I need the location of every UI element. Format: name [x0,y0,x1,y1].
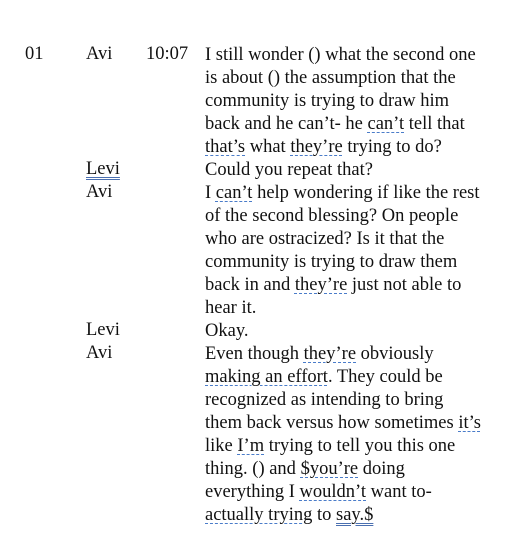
utterance-line: Okay. [205,321,249,341]
utterance-line: them back versus how sometimes it’s [205,413,481,433]
line-number: 01 [25,44,44,64]
utterance-line: Even though they’re obviously [205,344,434,364]
utterance-line: making an effort. They could be [205,367,443,387]
utterance-line: everything I wouldn’t want to- [205,482,432,502]
utterance-line: actually trying to say.$ [205,505,374,525]
utterance-line: I still wonder () what the second one [205,45,476,65]
utterance-line: back in and they’re just not able to [205,275,462,295]
speaker-name: Avi [86,182,113,202]
speaker-name: Avi [86,44,113,64]
utterance-line: who are ostracized? Is it that the [205,229,445,249]
utterance-line: community is trying to draw them [205,252,458,272]
utterance [205,159,515,182]
utterance [205,320,515,343]
utterance-line: community is trying to draw him [205,91,450,111]
utterance-line: like I’m trying to tell you this one [205,436,456,456]
speaker-name: Avi [86,343,113,363]
utterance-line: back and he can’t- he can’t tell that [205,114,465,134]
utterance-line: thing. () and $you’re doing [205,459,405,479]
utterance-line: Could you repeat that? [205,160,373,180]
utterance-line: I can’t help wondering if like the rest [205,183,480,203]
utterance [205,44,515,159]
utterance [205,182,515,320]
utterance-line: of the second blessing? On people [205,206,459,226]
utterance-line: recognized as intending to bring [205,390,444,410]
utterance-line: is about () the assumption that the [205,68,456,88]
timestamp: 10:07 [146,44,189,64]
utterance-line: hear it. [205,298,257,318]
utterance-line: that’s what they’re trying to do? [205,137,442,157]
speaker-name: Levi [86,320,120,340]
speaker-name: Levi [86,159,120,179]
utterance [205,343,515,527]
